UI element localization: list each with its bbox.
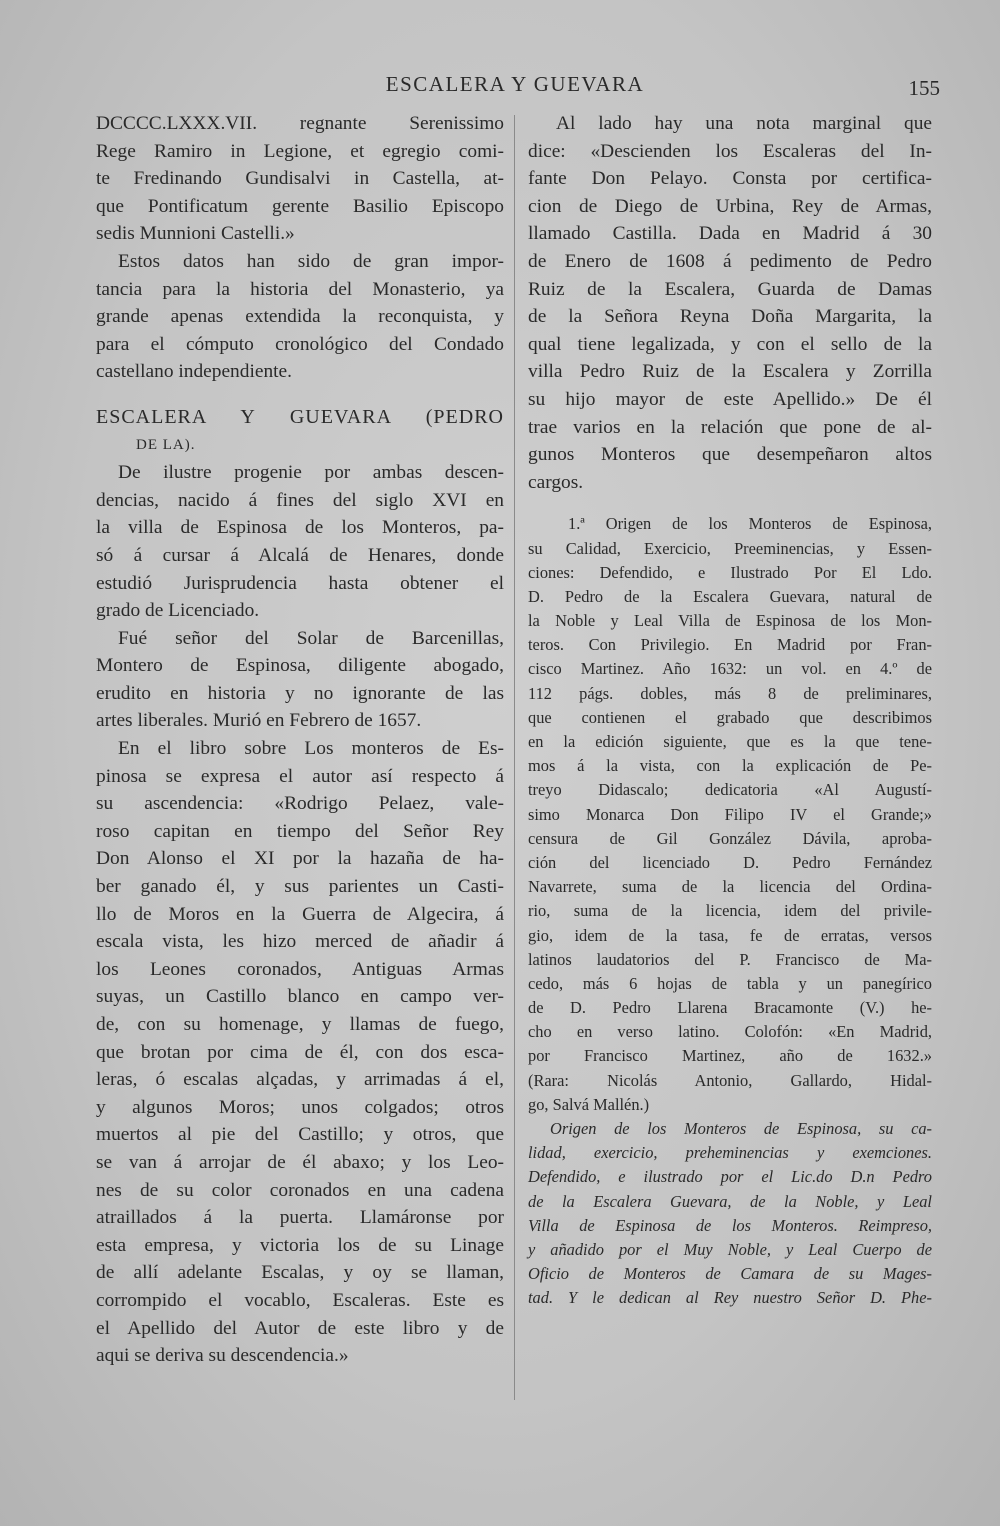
text-line: los Leones coronados, Antiguas Armas xyxy=(96,958,504,980)
text-line: trae varios en la relación que pone de al- xyxy=(528,416,932,438)
text-line: estudió Jurisprudencia hasta obtener el xyxy=(96,572,504,594)
text-line: en la edición siguiente, que es la que tene- xyxy=(528,732,932,751)
text-line: (Rara: Nicolás Antonio, Gallardo, Hidal- xyxy=(528,1070,932,1090)
paragraph xyxy=(96,735,504,1370)
text-line: roso capitan en tiempo del Señor Rey xyxy=(96,820,504,842)
text-line: dencias, nacido á fines del siglo XVI en xyxy=(96,489,504,511)
text-line: En el libro sobre Los monteros de Es- xyxy=(118,738,504,760)
text-line: erudito en historia y no ignorante de las xyxy=(96,682,504,704)
text-line: muertos al pie del Castillo; y otros, que xyxy=(96,1124,504,1146)
text-line: Origen de los Monteros de Espinosa, su ca- xyxy=(550,1119,932,1138)
text-line: cisco Martinez. Año 1632: un vol. en 4.º de xyxy=(528,659,932,679)
text-line: escala vista, les hizo merced de añadir á xyxy=(96,931,504,953)
text-line: ción del licenciado D. Pedro Fernández xyxy=(528,852,932,872)
paragraph xyxy=(528,110,932,496)
text-line: nes de su color coronados en una cadena xyxy=(96,1179,504,1201)
continuation-text xyxy=(96,110,504,248)
text-line: cargos. xyxy=(528,471,584,493)
text-line: para el cómputo cronológico del Condado xyxy=(96,333,504,355)
text-line: llamado Castilla. Dada en Madrid á 30 xyxy=(528,223,932,245)
text-line: artes liberales. Murió en Febrero de 1657. xyxy=(96,710,422,732)
paragraph xyxy=(96,625,504,735)
heading-line: DE LA). xyxy=(136,436,196,453)
paragraph xyxy=(96,248,504,386)
text-line: que Pontificatum gerente Basilio Episcopo xyxy=(96,195,504,217)
text-line: de allí adelante Escalas, y oy se llaman, xyxy=(96,1262,504,1284)
text-line: Montero de Espinosa, diligente abogado, xyxy=(96,655,504,677)
text-line: Villa de Espinosa de los Monteros. Reimpreso, xyxy=(528,1215,932,1235)
text-line: de D. Pedro Llarena Bracamonte (V.) he- xyxy=(528,998,932,1018)
text-line: Defendido, e ilustrado por el Lic.do D.n Pedro xyxy=(528,1167,932,1187)
text-line: corrompido el vocablo, Escaleras. Este es xyxy=(96,1289,504,1311)
text-line: Oficio de Monteros de Camara de su Mages- xyxy=(528,1264,932,1284)
text-line: y algunos Moros; unos colgados; otros xyxy=(96,1096,504,1118)
paragraph xyxy=(96,459,504,625)
text-line: mos á la vista, con la explicación de Pe- xyxy=(528,756,932,776)
text-line: suyas, un Castillo blanco en campo ver- xyxy=(96,986,504,1008)
text-line: Navarrete, suma de la licencia del Ordina- xyxy=(528,877,932,897)
text-line: cho en verso latino. Colofón: «En Madrid, xyxy=(528,1022,932,1042)
text-line: qual tiene legalizada, y con el sello de la xyxy=(528,333,932,355)
text-line: pinosa se expresa el autor así respecto á xyxy=(96,765,504,787)
left-column xyxy=(96,110,504,1370)
text-line: De ilustre progenie por ambas descen- xyxy=(118,462,504,484)
text-line: esta empresa, y victoria los de su Linage xyxy=(96,1234,504,1256)
text-line: DCCCC.LXXX.VII. regnante Serenissimo xyxy=(96,113,504,134)
text-line: que brotan por cima de él, con dos esca- xyxy=(96,1041,504,1063)
entry-heading xyxy=(96,404,504,459)
text-line: de, con su homenage, y llamas de fuego, xyxy=(96,1014,504,1035)
text-line: ciones: Defendido, e Ilustrado Por El Ldo. xyxy=(528,562,932,582)
text-line: llo de Moros en la Guerra de Algecira, á xyxy=(96,903,504,925)
text-line: fante Don Pelayo. Consta por certifica- xyxy=(528,168,932,190)
text-line: leras, ó escalas alçadas, y arrimadas á el, xyxy=(96,1069,504,1091)
text-line: grande apenas extendida la reconquista, y xyxy=(96,306,504,328)
text-line: cion de Diego de Urbina, Rey de Armas, xyxy=(528,195,932,217)
text-line: Fué señor del Solar de Barcenillas, xyxy=(118,627,504,649)
text-line: tancia para la historia del Monasterio, ya xyxy=(96,278,504,300)
text-line: su hijo mayor de este Apellido.» De él xyxy=(528,388,932,410)
text-line: su Calidad, Exercicio, Preeminencias, y Essen- xyxy=(528,538,932,558)
text-line: que contienen el grabado que describimos xyxy=(528,707,932,727)
text-line: Ruiz de la Escalera, Guarda de Damas xyxy=(528,278,932,300)
text-line: Estos datos han sido de gran impor- xyxy=(118,250,504,272)
text-line: de la Escalera Guevara, de la Noble, y Leal xyxy=(528,1191,932,1211)
text-line: teros. Con Privilegio. En Madrid por Fran- xyxy=(528,635,932,655)
bibliographic-entry xyxy=(528,1117,932,1311)
text-line: se van á arrojar de él abaxo; y los Leo- xyxy=(96,1151,504,1173)
text-line: de Enero de 1608 á pedimento de Pedro xyxy=(528,250,932,272)
text-line: cedo, más 6 hojas de tabla y un panegírico xyxy=(528,973,932,993)
text-line: D. Pedro de la Escalera Guevara, natural de xyxy=(528,586,932,606)
column-rule xyxy=(514,115,515,1400)
text-line: treyo Didascalo; dedicatoria «Al Augustí- xyxy=(528,780,932,800)
text-line: gunos Monteros que desempeñaron altos xyxy=(528,444,932,466)
text-line: censura de Gil González Dávila, aproba- xyxy=(528,828,932,848)
text-line: grado de Licenciado. xyxy=(96,600,260,622)
text-line: 1.ª Origen de los Monteros de Espinosa, xyxy=(568,514,932,534)
text-line: Al lado hay una nota marginal que xyxy=(556,113,932,134)
text-line: simo Monarca Don Filipo IV el Grande;» xyxy=(528,804,932,824)
bibliographic-entry xyxy=(528,512,932,1117)
text-line: la villa de Espinosa de los Monteros, pa- xyxy=(96,517,504,539)
text-line: villa Pedro Ruiz de la Escalera y Zorrilla xyxy=(528,361,932,383)
text-line: Rege Ramiro in Legione, et egregio comi- xyxy=(96,140,504,162)
heading-line: ESCALERA Y GUEVARA (PEDRO xyxy=(96,405,504,428)
text-line: rio, suma de la licencia, idem del privile- xyxy=(528,901,932,921)
text-line: atraillados á la puerta. Llamáronse por xyxy=(96,1207,504,1229)
text-line: só á cursar á Alcalá de Henares, donde xyxy=(96,544,504,566)
page-number: 155 xyxy=(908,76,940,100)
text-line: y añadido por el Muy Noble, y Leal Cuerpo de xyxy=(528,1239,932,1259)
text-line: lidad, exercicio, preheminencias y exemciones. xyxy=(528,1143,932,1163)
text-line: go, Salvá Mallén.) xyxy=(528,1094,650,1114)
text-line: gio, idem de la tasa, fe de erratas, versos xyxy=(528,925,932,945)
text-line: su ascendencia: «Rodrigo Pelaez, vale- xyxy=(96,793,504,815)
right-column xyxy=(528,110,932,1311)
text-line: aqui se deriva su descendencia.» xyxy=(96,1345,349,1367)
text-line: sedis Munnioni Castelli.» xyxy=(96,223,295,245)
text-line: 112 págs. dobles, más 8 de preliminares, xyxy=(528,683,932,703)
text-line: latinos laudatorios del P. Francisco de Ma- xyxy=(528,949,932,969)
text-line: de la Señora Reyna Doña Margarita, la xyxy=(528,306,932,328)
text-line: dice: «Descienden los Escaleras del In- xyxy=(528,140,932,162)
running-head xyxy=(90,72,940,102)
text-line: ber ganado él, y sus parientes un Casti- xyxy=(96,876,504,898)
running-title: ESCALERA Y GUEVARA xyxy=(385,72,645,96)
text-line: tad. Y le dedican al Rey nuestro Señor D. Phe- xyxy=(528,1288,932,1308)
text-line: el Apellido del Autor de este libro y de xyxy=(96,1317,504,1339)
text-line: castellano independiente. xyxy=(96,361,292,383)
text-line: te Fredinando Gundisalvi in Castella, at- xyxy=(96,168,504,190)
text-line: por Francisco Martinez, año de 1632.» xyxy=(528,1046,932,1066)
text-line: la Noble y Leal Villa de Espinosa de los Mon- xyxy=(528,611,932,631)
text-line: Don Alonso el XI por la hazaña de ha- xyxy=(96,848,504,870)
